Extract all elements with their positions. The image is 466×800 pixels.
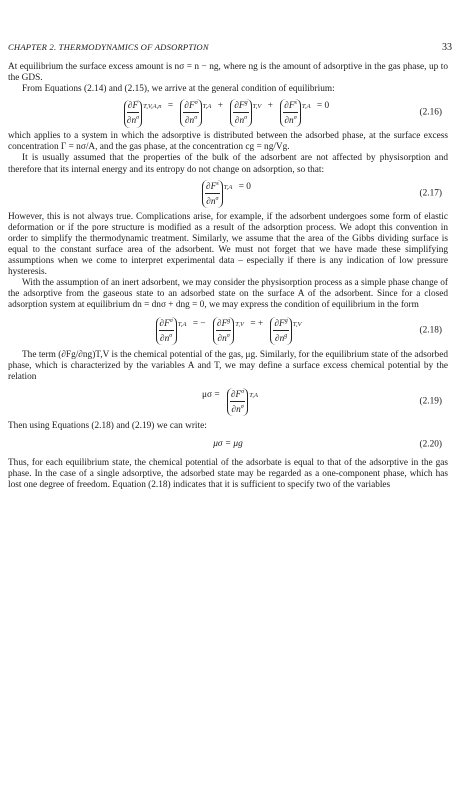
- equation-rhs: = 0: [238, 182, 251, 193]
- page-number: 33: [442, 42, 452, 53]
- paragraph: However, this is not always true. Complications arise, for example, if the adsorbent undergoes some form of elastic deformation or if the pore structure is modified as a result of the adsorption process. We adopt this convention in order to simplify the thermodynamic treatment. Similarly, we assume that the area of the Gibbs dividing surface is equal to the constant surface area of the adsorbent. We must not forget that we have made these simplifying assumptions when we come to interpret experimental data – especially if there is any indication of low pressure hysteresis.: [8, 211, 448, 278]
- equation-formula: μσ = $\frac{\partial F^\sigma}{\partial n^\sigma}$ T,A: [202, 389, 258, 416]
- equation-formula: $\frac{\partial F^\sigma}{\partial n^\sigma}$ T,A = − $\frac{\partial F^g}{\partial n^\sigma}$ T,V = + $\frac{\partial F^g}{\partial n^g}$ T,V: [155, 317, 302, 345]
- chapter-title: CHAPTER 2. THERMODYNAMICS OF ADSORPTION: [8, 42, 209, 52]
- equation-2-16: [8, 95, 448, 131]
- paragraph: With the assumption of an inert adsorbent, we may consider the physisorption process as a simple phase change of the adsorptive from the gaseous state to an adsorbed state on the surface A of the adsorbent. Since for a closed adsorption system at equilibrium dn = dnσ + dng = 0, we may express the condition of equilibrium in the form: [8, 278, 448, 311]
- equation-number: (2.20): [419, 439, 442, 450]
- equation-2-17: [8, 176, 448, 212]
- equation-formula: $\frac{\partial F}{\partial n^\sigma}$ T,V,A,n = $\frac{\partial F^\sigma}{\partial n^\sigma}$ T,A + $\frac{\partial F^g}{\partial n^\sigma}$ T,V + $\frac{\partial F^s}{\partial n^\sigma}$ T,A = 0: [123, 99, 333, 129]
- equation-rhs: = 0: [316, 101, 330, 111]
- equation-number: (2.16): [419, 107, 442, 118]
- equation-number: (2.19): [419, 396, 442, 407]
- equation-2-19: [8, 383, 448, 421]
- body-text: [8, 62, 448, 491]
- equation-2-20: [8, 432, 448, 458]
- paragraph: At equilibrium the surface excess amount is nσ = n − ng, where ng is the amount of adsorptive in the gas phase, up to the GDS.: [8, 62, 448, 84]
- equation-number: (2.17): [419, 188, 442, 199]
- paragraph: From Equations (2.14) and (2.15), we arrive at the general condition of equilibrium:: [22, 84, 335, 95]
- equation-lhs: μσ =: [202, 390, 220, 401]
- equation-formula: μσ = μg: [213, 439, 243, 450]
- paragraph: It is usually assumed that the properties of the bulk of the adsorbent are not affected by physisorption and therefore that its internal energy and its entropy do not change on adsorption, so that:: [8, 153, 448, 175]
- equation-2-18: [8, 312, 448, 350]
- paragraph: The term (∂Fg/∂ng)T,V is the chemical potential of the gas, μg. Similarly, for the equilibrium state of the adsorbed phase, which is characterized by the variables A and T, we may define a surface excess chemical potential by the relation: [8, 349, 448, 382]
- paragraph: Thus, for each equilibrium state, the chemical potential of the adsorbate is equal to that of the adsorptive in the gas phase. In the case of a single adsorptive, the adsorbed state may be regarded as a one-component phase, which has lost one degree of freedom. Equation (2.18) indicates that it is sufficient to specify two of the variables: [8, 457, 448, 491]
- equation-formula: $\frac{\partial F^s}{\partial n^\sigma}$ T,A = 0: [201, 180, 255, 208]
- equation-number: (2.18): [419, 324, 442, 335]
- running-header: [8, 42, 456, 53]
- paragraph: which applies to a system in which the adsorptive is distributed between the adsorbed phase, at the surface excess concentration Γ = nσ/A, and the gas phase, at the concentration cg = ng/Vg.: [8, 131, 448, 153]
- paragraph: Then using Equations (2.18) and (2.19) we can write:: [8, 420, 207, 431]
